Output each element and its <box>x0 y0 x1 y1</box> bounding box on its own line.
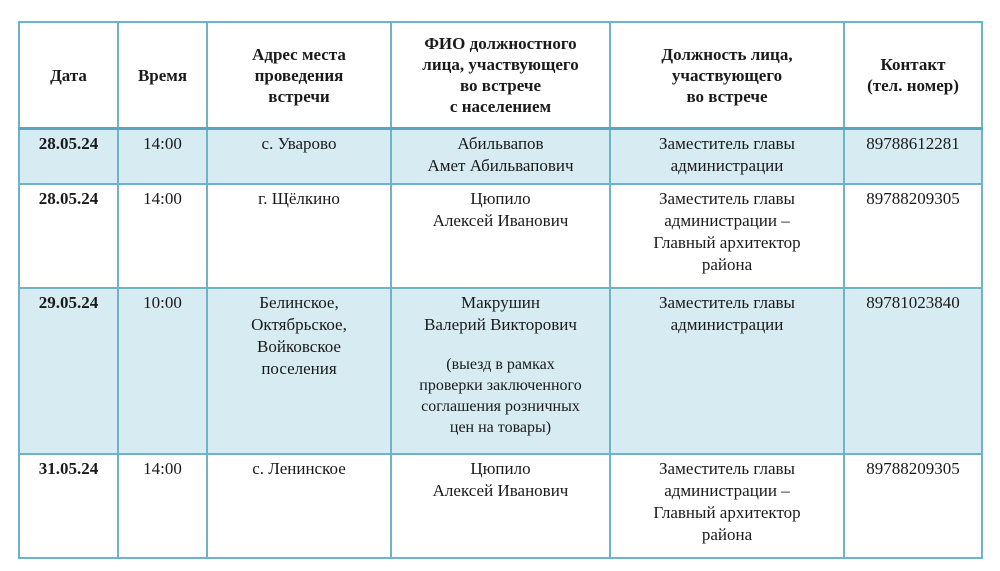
header-position: Должность лица, участвующего во встрече <box>610 22 844 129</box>
visit-note: (выезд в рамках проверки заключенного соглашения розничных цен на товары) <box>419 356 582 436</box>
contact-cell: 89781023840 <box>844 288 982 454</box>
position-cell: Заместитель главы администрации <box>610 129 844 185</box>
table-row <box>19 184 982 288</box>
time-cell: 14:00 <box>118 184 207 288</box>
date-cell: 31.05.24 <box>19 454 118 558</box>
position-cell: Заместитель главы администрации – Главный архитектор района <box>610 454 844 558</box>
header-fio: ФИО должностного лица, участвующего во встрече с населением <box>391 22 610 129</box>
address-cell: с. Уварово <box>207 129 391 185</box>
header-address: Адрес места проведения встречи <box>207 22 391 129</box>
date-cell: 29.05.24 <box>19 288 118 454</box>
contact-cell: 89788612281 <box>844 129 982 185</box>
header-time: Время <box>118 22 207 129</box>
fio-cell: Макрушин Валерий Викторович (выезд в рамках проверки заключенного соглашения розничных цен на товары) <box>391 288 610 454</box>
address-cell: Белинское, Октябрьское, Войковское поселения <box>207 288 391 454</box>
header-date: Дата <box>19 22 118 129</box>
contact-cell: 89788209305 <box>844 454 982 558</box>
contact-cell: 89788209305 <box>844 184 982 288</box>
header-contact: Контакт (тел. номер) <box>844 22 982 129</box>
address-cell: с. Ленинское <box>207 454 391 558</box>
table-header <box>19 22 982 129</box>
fio-cell: Абильвапов Амет Абильвапович <box>391 129 610 185</box>
date-cell: 28.05.24 <box>19 129 118 185</box>
schedule-table <box>18 21 983 559</box>
table-row <box>19 288 982 454</box>
fio-cell: Цюпило Алексей Иванович <box>391 184 610 288</box>
position-cell: Заместитель главы администрации – Главный архитектор района <box>610 184 844 288</box>
time-cell: 14:00 <box>118 454 207 558</box>
time-cell: 14:00 <box>118 129 207 185</box>
address-cell: г. Щёлкино <box>207 184 391 288</box>
table-row <box>19 129 982 185</box>
date-cell: 28.05.24 <box>19 184 118 288</box>
table-row <box>19 454 982 558</box>
header-row <box>19 22 982 129</box>
position-cell: Заместитель главы администрации <box>610 288 844 454</box>
table-body <box>19 129 982 559</box>
fio-cell: Цюпило Алексей Иванович <box>391 454 610 558</box>
time-cell: 10:00 <box>118 288 207 454</box>
